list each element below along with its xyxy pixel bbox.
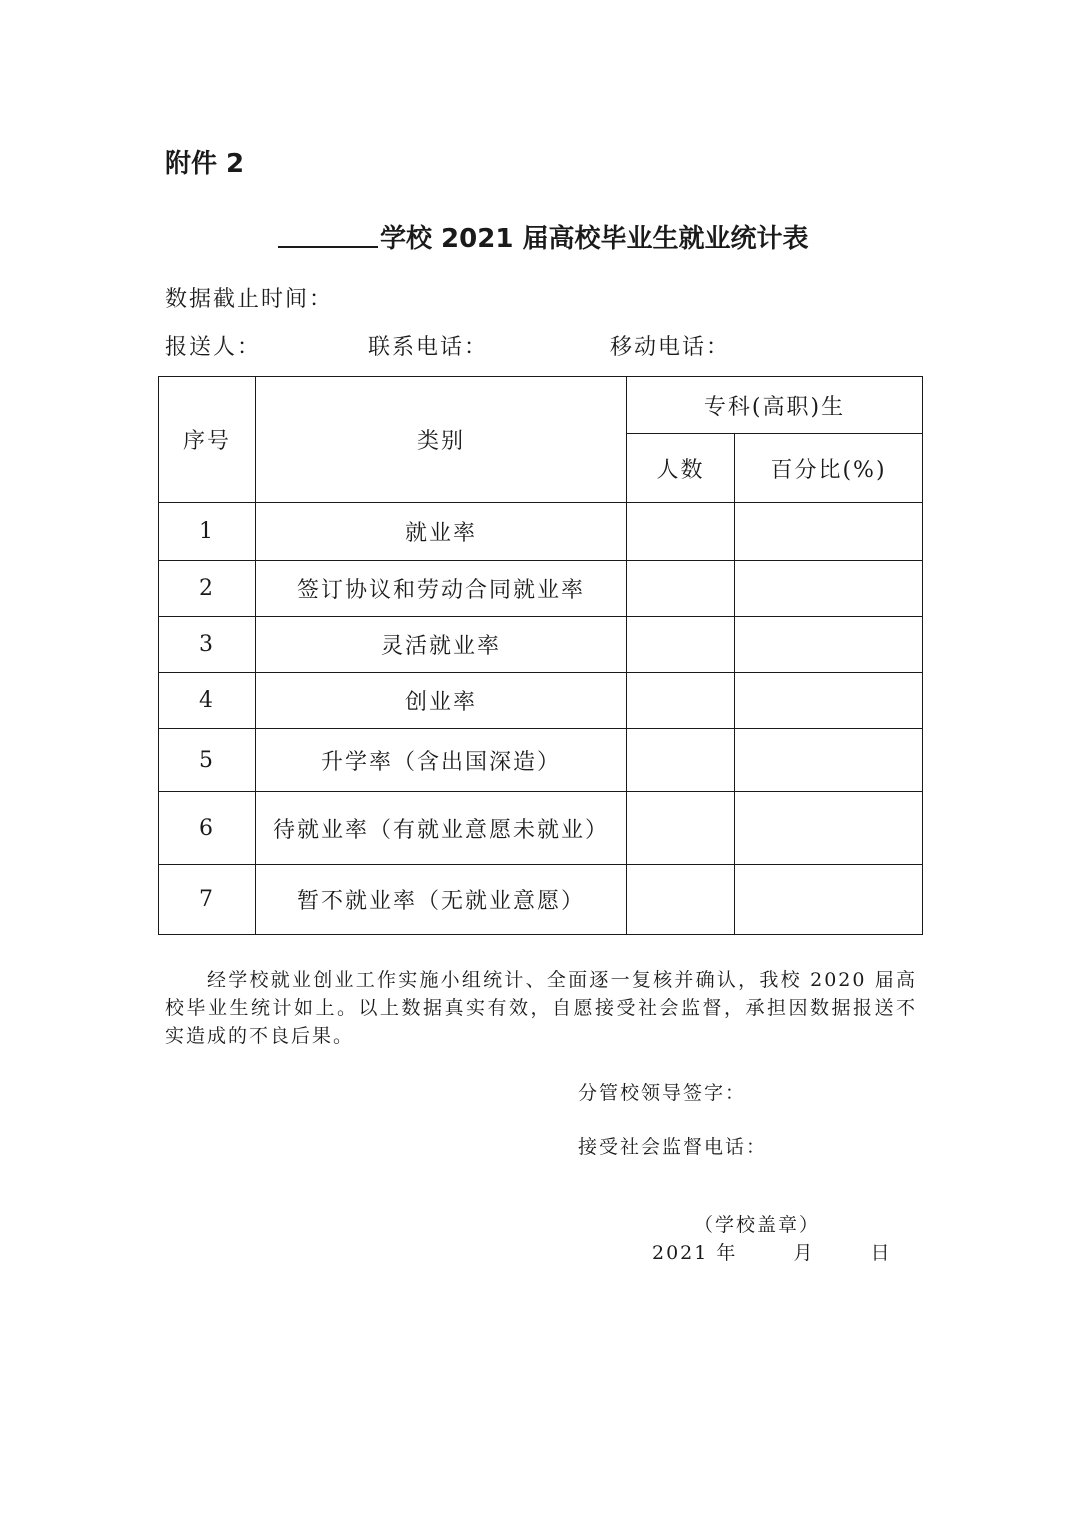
header-count: 人数 bbox=[627, 434, 735, 503]
count-cell[interactable] bbox=[627, 792, 735, 865]
table-row bbox=[159, 729, 923, 792]
row-category: 待就业率（有就业意愿未就业） bbox=[256, 792, 627, 865]
row-category: 暂不就业率（无就业意愿） bbox=[256, 865, 627, 935]
count-cell[interactable] bbox=[627, 561, 735, 617]
table-row bbox=[159, 561, 923, 617]
reporter-label: 报送人： bbox=[165, 335, 262, 360]
header-category: 类别 bbox=[256, 377, 627, 503]
percent-cell[interactable] bbox=[735, 729, 923, 792]
date-day: 日 bbox=[870, 1242, 892, 1264]
date-month: 月 bbox=[793, 1242, 815, 1264]
date-line bbox=[652, 1238, 892, 1265]
percent-cell[interactable] bbox=[735, 865, 923, 935]
mobile-phone-label: 移动电话： bbox=[610, 335, 731, 360]
row-category: 灵活就业率 bbox=[256, 617, 627, 673]
declaration-paragraph: 经学校就业创业工作实施小组统计、全面逐一复核并确认，我校 2020 届高校毕业生统计如上。以上数据真实有效，自愿接受社会监督，承担因数据报送不实造成的不良后果。 bbox=[165, 969, 917, 1047]
contact-phone-label: 联系电话： bbox=[368, 335, 489, 360]
row-seq: 4 bbox=[159, 673, 256, 729]
school-seal-label: （学校盖章） bbox=[694, 1214, 821, 1236]
percent-cell[interactable] bbox=[735, 673, 923, 729]
page-title: 学校 2021 届高校毕业生就业统计表 bbox=[380, 224, 809, 254]
row-seq: 7 bbox=[159, 865, 256, 935]
row-seq: 6 bbox=[159, 792, 256, 865]
percent-cell[interactable] bbox=[735, 561, 923, 617]
percent-cell[interactable] bbox=[735, 617, 923, 673]
table-row bbox=[159, 792, 923, 865]
date-year: 2021 年 bbox=[652, 1242, 738, 1264]
row-seq: 3 bbox=[159, 617, 256, 673]
table-row bbox=[159, 617, 923, 673]
row-seq: 1 bbox=[159, 503, 256, 561]
table-row bbox=[159, 503, 923, 561]
leader-signature-label: 分管校领导签字： bbox=[578, 1082, 747, 1104]
row-category: 创业率 bbox=[256, 673, 627, 729]
row-seq: 2 bbox=[159, 561, 256, 617]
header-group: 专科(高职)生 bbox=[627, 377, 923, 434]
attachment-label: 附件 2 bbox=[165, 149, 245, 179]
row-category: 签订协议和劳动合同就业率 bbox=[256, 561, 627, 617]
count-cell[interactable] bbox=[627, 729, 735, 792]
school-name-blank bbox=[278, 246, 378, 248]
percent-cell[interactable] bbox=[735, 792, 923, 865]
row-category: 升学率（含出国深造） bbox=[256, 729, 627, 792]
count-cell[interactable] bbox=[627, 865, 735, 935]
header-percent: 百分比(%) bbox=[735, 434, 923, 503]
header-seq: 序号 bbox=[159, 377, 256, 503]
employment-stats-table bbox=[158, 376, 923, 935]
supervision-phone-label: 接受社会监督电话： bbox=[578, 1136, 768, 1158]
percent-cell[interactable] bbox=[735, 503, 923, 561]
table-row bbox=[159, 673, 923, 729]
table-row bbox=[159, 865, 923, 935]
count-cell[interactable] bbox=[627, 673, 735, 729]
count-cell[interactable] bbox=[627, 503, 735, 561]
cutoff-date-label: 数据截止时间： bbox=[165, 287, 334, 312]
count-cell[interactable] bbox=[627, 617, 735, 673]
row-seq: 5 bbox=[159, 729, 256, 792]
row-category: 就业率 bbox=[256, 503, 627, 561]
